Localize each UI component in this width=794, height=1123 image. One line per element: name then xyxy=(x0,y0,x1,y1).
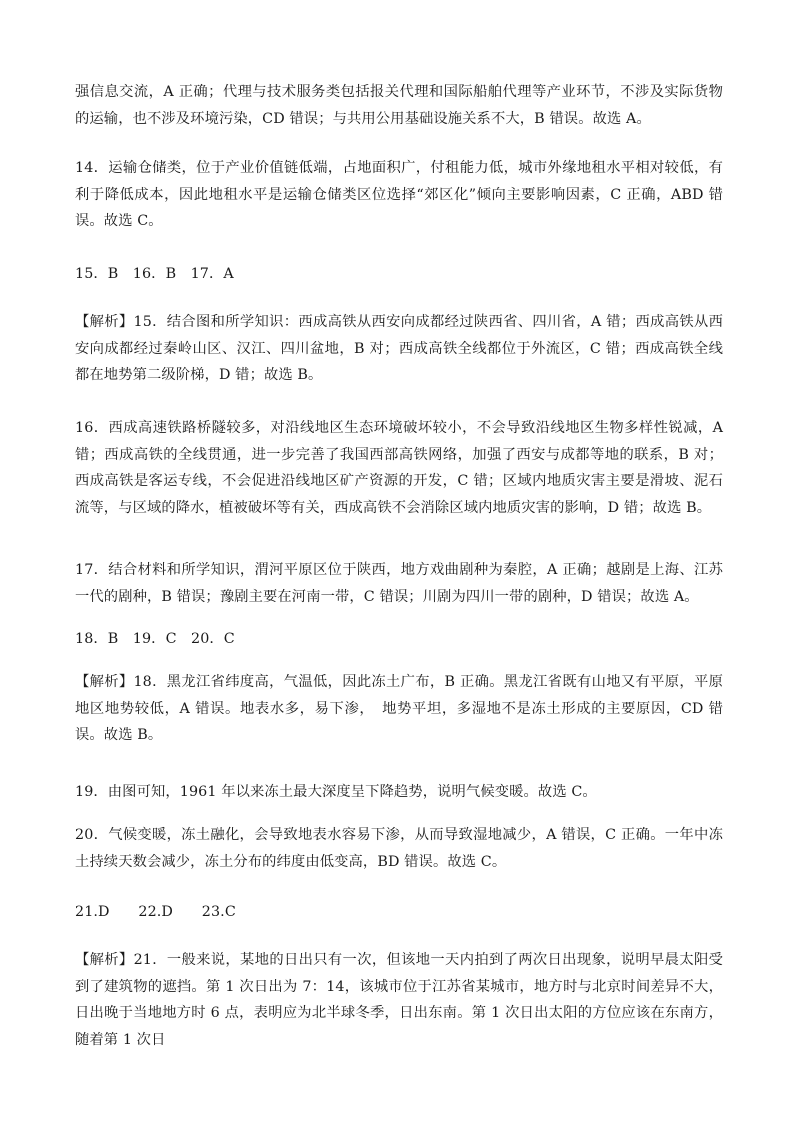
analysis-q21: 【解析】21．一般来说，某地的日出只有一次，但该地一天内拍到了两次日出现象，说明早晨太阳受到了建筑物的遮挡。第 1 次日出为 7：14，该城市位于江苏省某城市，地方时与北京时间差异不大，日出晚于当地地方时 6 点，表明应为北半球冬季，日出东南。第 1 次日出太阳的方位应该在东南方，随着第 1 次日 xyxy=(75,952,723,1048)
analysis-q15: 【解析】15．结合图和所学知识：西成高铁从西安向成都经过陕西省、四川省，A 错；西成高铁从西安向成都经过秦岭山区、汉江、四川盆地，B 对；西成高铁全线都位于外流区，C 错；西成高铁全线都在地势第二级阶梯，D 错；故选 B。 xyxy=(75,314,723,383)
analysis-q19: 19．由图可知，1961 年以来冻土最大深度呈下降趋势，说明气候变暖。故选 C。 xyxy=(75,784,597,800)
answers-18-20: 18．B 19．C 20．C xyxy=(75,631,235,647)
analysis-q17: 17．结合材料和所学知识，渭河平原区位于陕西，地方戏曲剧种为秦腔，A 正确；越剧是上海、江苏一代的剧种，B 错误；豫剧主要在河南一带，C 错误；川剧为四川一带的剧种，D 错误；故选 A。 xyxy=(75,562,723,605)
answers-15-17: 15．B 16．B 17．A xyxy=(75,266,234,282)
answers-21-23: 21.D 22.D 23.C xyxy=(75,904,236,920)
paragraph-q13-continued: 强信息交流，A 正确；代理与技术服务类包括报关代理和国际船舶代理等产业环节，不涉及实际货物的运输，也不涉及环境污染，CD 错误；与共用公用基础设施关系不大，B 错误。故选 A。 xyxy=(75,84,723,127)
paragraph-q14: 14．运输仓储类，位于产业价值链低端，占地面积广，付租能力低，城市外缘地租水平相对较低，有利于降低成本，因此地租水平是运输仓储类区位选择“郊区化”倾向主要影响因素，C 正确，ABD 错误。故选 C。 xyxy=(75,160,723,229)
analysis-q20: 20．气候变暖，冻土融化，会导致地表水容易下渗，从而导致湿地减少，A 错误，C 正确。一年中冻土持续天数会减少，冻土分布的纬度由低变高，BD 错误。故选 C。 xyxy=(75,827,723,870)
analysis-q18: 【解析】18．黑龙江省纬度高，气温低，因此冻土广布，B 正确。黑龙江省既有山地又有平原，平原地区地势较低，A 错误。地表水多，易下渗， 地势平坦，多湿地不是冻土形成的主要原因，CD 错误。故选 B。 xyxy=(75,674,723,743)
analysis-q16: 16．西成高速铁路桥隧较多，对沿线地区生态环境破坏较小，不会导致沿线地区生物多样性锐减，A 错；西成高铁的全线贯通，进一步完善了我国西部高铁网络，加强了西安与成都等地的联系，B 对；西成高铁是客运专线，不会促进沿线地区矿产资源的开发，C 错；区域内地质灾害主要是滑坡、泥石流等，与区域的降水，植被破坏等有关，西成高铁不会消除区域内地质灾害的影响，D 错；故选 B。 xyxy=(75,420,723,516)
